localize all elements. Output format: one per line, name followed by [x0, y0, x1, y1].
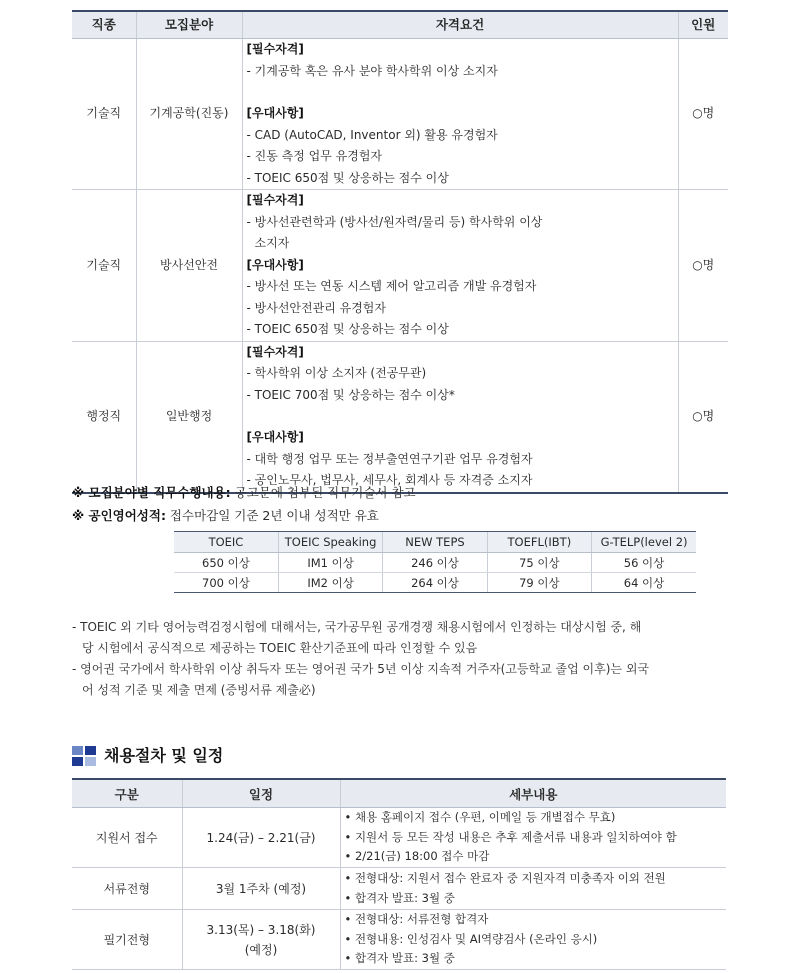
note-line: 어 성적 기준 및 제출 면제 (증빙서류 제출必): [82, 683, 316, 697]
english-note-label: ※ 공인영어성적:: [72, 508, 166, 523]
required-item-cont: 소지자: [254, 236, 290, 250]
score-header: TOEIC: [174, 532, 278, 553]
detail-item: • 전형대상: 서류전형 합격자: [345, 910, 727, 930]
required-heading: [필수자격]: [246, 344, 304, 359]
date-cell: 1.24(금) – 2.21(금): [182, 808, 340, 868]
requirements-cell: [242, 190, 678, 342]
job-type-cell: 기술직: [72, 190, 136, 342]
count-cell: ○명: [678, 341, 728, 493]
table-row: [72, 808, 726, 868]
preferred-heading: [우대사항]: [246, 430, 304, 444]
required-item: - 방사선관련학과 (방사선/원자력/물리 등) 학사학위 이상: [246, 214, 543, 229]
preferred-item: - 방사선안전관리 유경험자: [246, 300, 386, 315]
date-cell: 3월 1주차 (예정): [182, 868, 340, 910]
toeic-equivalence-note: [72, 617, 732, 659]
preferred-item: - 공인노무사, 법무사, 세무사, 회계사 등 자격증 소지자: [246, 473, 533, 487]
score-cell: 79 이상: [487, 573, 591, 593]
required-heading: [필수자격]: [246, 193, 304, 207]
score-cell: 75 이상: [487, 553, 591, 573]
detail-item: • 전형내용: 인성검사 및 AI역량검사 (온라인 응시): [345, 930, 727, 950]
count-cell: ○명: [678, 190, 728, 342]
header-requirements: 자격요건: [242, 11, 678, 39]
stage-cell: 지원서 접수: [72, 808, 182, 868]
score-header: TOEFL(IBT): [487, 532, 591, 553]
score-cell: 246 이상: [383, 553, 487, 573]
job-type-cell: 기술직: [72, 39, 136, 190]
stage-cell: 필기전형: [72, 910, 182, 970]
table-row: [72, 190, 728, 342]
details-cell: [340, 910, 726, 970]
header-field: 모집분야: [136, 11, 242, 39]
score-header: TOEIC Speaking: [278, 532, 382, 553]
header-job-type: 직종: [72, 11, 136, 39]
preferred-item: - TOEIC 650점 및 상응하는 점수 이상: [246, 322, 449, 336]
note-line: - TOEIC 외 기타 영어능력검정시험에 대해서는, 국가공무원 공개경쟁 채용시험에서 인정하는 대상시험 중, 해: [72, 620, 642, 634]
table-row: [72, 868, 726, 910]
requirements-cell: [242, 341, 678, 493]
preferred-item: - 진동 측정 업무 유경험자: [246, 149, 383, 163]
score-header: NEW TEPS: [383, 532, 487, 553]
score-header: G-TELP(level 2): [592, 532, 696, 553]
required-item: - TOEIC 700점 및 상응하는 점수 이상*: [246, 387, 455, 402]
score-cell: IM2 이상: [278, 573, 382, 593]
note-line: 당 시험에서 공식적으로 제공하는 TOEIC 환산기준표에 따라 인정할 수 있음: [82, 641, 478, 655]
required-item: - 학사학위 이상 소지자 (전공무관): [246, 366, 427, 380]
recruitment-table: [72, 10, 728, 494]
english-note: [72, 506, 379, 524]
required-item: - 기계공학 혹은 유사 분야 학사학위 이상 소지자: [246, 63, 498, 78]
score-cell: 56 이상: [592, 553, 696, 573]
preferred-item: - CAD (AutoCAD, Inventor 외) 활용 유경험자: [246, 127, 498, 142]
table-row: [174, 573, 696, 593]
stage-cell: 서류전형: [72, 868, 182, 910]
table-row: [174, 553, 696, 573]
score-cell: 700 이상: [174, 573, 278, 593]
table-row: [72, 910, 726, 970]
date-line: 3.13(목) – 3.18(화): [206, 922, 316, 937]
table-header-row: [72, 779, 726, 808]
header-stage: 구분: [72, 779, 182, 808]
detail-item: • 채용 홈페이지 접수 (우편, 이메일 등 개별접수 무효): [345, 808, 727, 828]
score-cell: IM1 이상: [278, 553, 382, 573]
preferred-item: - TOEIC 650점 및 상응하는 점수 이상: [246, 170, 449, 185]
header-count: 인원: [678, 11, 728, 39]
duty-note-label: ※ 모집분야별 직무수행내용:: [72, 485, 231, 500]
table-row: [72, 39, 728, 190]
duty-note-text: 공고문에 첨부된 직무기술서 참고: [230, 485, 416, 500]
detail-item: • 합격자 발표: 3월 중: [345, 889, 727, 909]
preferred-item: - 대학 행정 업무 또는 정부출연연구기관 업무 유경험자: [246, 451, 533, 466]
note-line: - 영어권 국가에서 학사학위 이상 취득자 또는 영어권 국가 5년 이상 지속적 거주자(고등학교 졸업 이후)는 외국: [72, 662, 650, 676]
section-title: 채용절차 및 일정: [104, 746, 224, 765]
header-date: 일정: [182, 779, 340, 808]
details-cell: [340, 808, 726, 868]
field-cell: 일반행정: [136, 341, 242, 493]
job-type-cell: 행정직: [72, 341, 136, 493]
field-cell: 방사선안전: [136, 190, 242, 342]
exemption-note: [72, 659, 732, 701]
score-cell: 64 이상: [592, 573, 696, 593]
detail-item: • 합격자 발표: 3월 중: [345, 949, 727, 969]
grid-squares-icon: [72, 746, 98, 766]
english-note-text: 접수마감일 기준 2년 이내 성적만 유효: [165, 508, 379, 523]
preferred-heading: [우대사항]: [246, 257, 304, 272]
english-score-table: [174, 531, 696, 593]
date-line: (예정): [244, 942, 278, 957]
requirements-cell: [242, 39, 678, 190]
score-cell: 264 이상: [383, 573, 487, 593]
preferred-heading: [우대사항]: [246, 106, 304, 120]
schedule-table: [72, 778, 726, 970]
detail-item: • 2/21(금) 18:00 접수 마감: [345, 847, 727, 867]
detail-item: • 지원서 등 모든 작성 내용은 추후 제출서류 내용과 일치하여야 함: [345, 828, 727, 848]
details-cell: [340, 868, 726, 910]
required-heading: [필수자격]: [246, 42, 304, 56]
date-cell: [182, 910, 340, 970]
duty-note: [72, 483, 416, 501]
preferred-item: - 방사선 또는 연동 시스템 제어 알고리즘 개발 유경험자: [246, 279, 537, 293]
detail-item: • 전형대상: 지원서 접수 완료자 중 지원자격 미충족자 이외 전원: [345, 869, 727, 889]
count-cell: ○명: [678, 39, 728, 190]
table-row: [72, 341, 728, 493]
table-header-row: [174, 532, 696, 553]
header-details: 세부내용: [340, 779, 726, 808]
field-cell: 기계공학(진동): [136, 39, 242, 190]
score-cell: 650 이상: [174, 553, 278, 573]
table-header-row: [72, 11, 728, 39]
